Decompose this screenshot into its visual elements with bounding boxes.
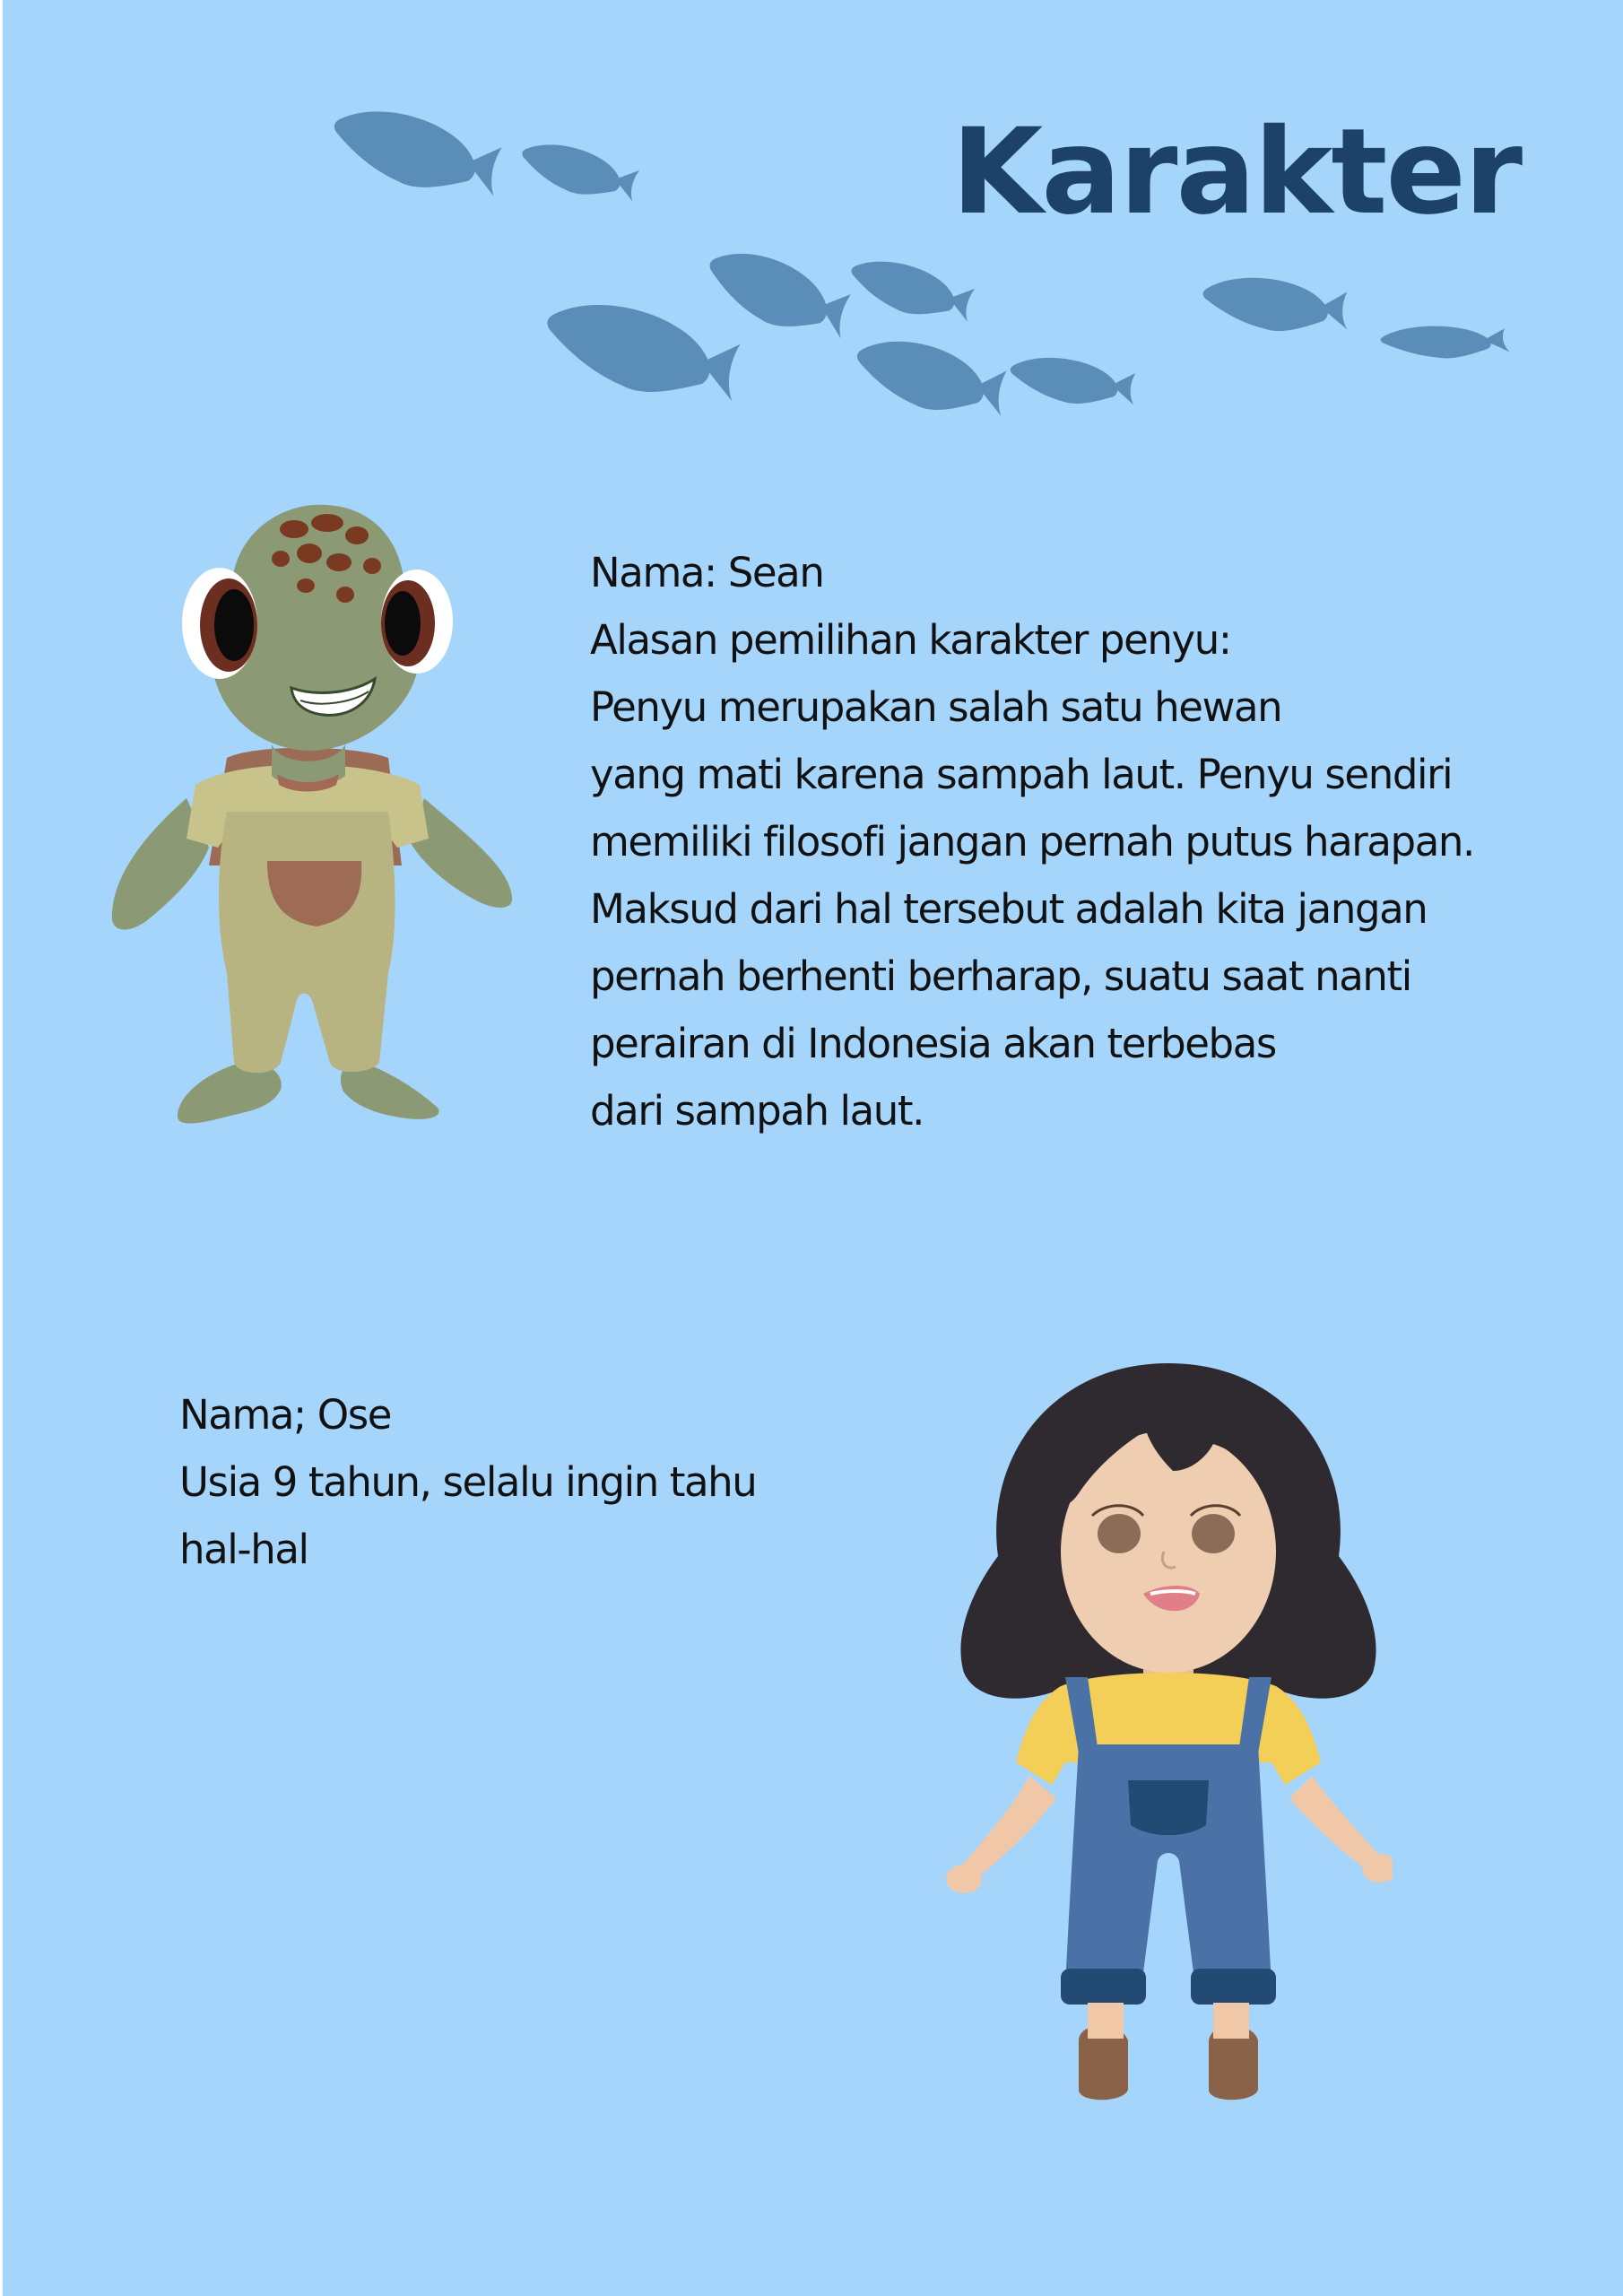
ose-text-line: hal-hal xyxy=(179,1526,308,1573)
fish-icon xyxy=(324,100,509,204)
sean-text-line: dari sampah laut. xyxy=(590,1087,924,1135)
fish-icon xyxy=(1379,324,1510,361)
fish-icon xyxy=(1200,274,1352,336)
fish-icon xyxy=(699,241,858,346)
sean-text-line: memiliki filosofi jangan pernah putus harapan. xyxy=(590,818,1474,865)
fish-icon xyxy=(514,136,645,206)
sean-text-line: Maksud dari hal tersebut adalah kita jangan xyxy=(590,885,1428,933)
sean-text-line: pernah berhenti berharap, suatu saat nanti xyxy=(590,952,1411,1000)
character-page xyxy=(3,0,1623,2296)
sean-reason-heading: Alasan pemilihan karakter penyu: xyxy=(590,616,1231,664)
sean-text-line: perairan di Indonesia akan terbebas xyxy=(590,1020,1276,1067)
fish-icon xyxy=(536,292,749,411)
sean-text-line: yang mati karena sampah laut. Penyu sendiri xyxy=(590,751,1453,798)
fish-icon xyxy=(842,253,980,327)
ose-description xyxy=(179,1381,756,1583)
girl-character-illustration xyxy=(944,1359,1393,2121)
fish-icon xyxy=(1005,352,1140,410)
fish-icon xyxy=(849,332,1013,423)
sean-text-line: Penyu merupakan salah satu hewan xyxy=(590,683,1282,731)
ose-name-line: Nama; Ose xyxy=(179,1391,392,1439)
sean-description xyxy=(590,539,1474,1144)
page-title: Karakter xyxy=(951,103,1522,241)
ose-text-line: Usia 9 tahun, selalu ingin tahu xyxy=(179,1458,757,1506)
sean-name-line: Nama: Sean xyxy=(590,549,824,596)
turtle-character-illustration xyxy=(101,489,523,1135)
